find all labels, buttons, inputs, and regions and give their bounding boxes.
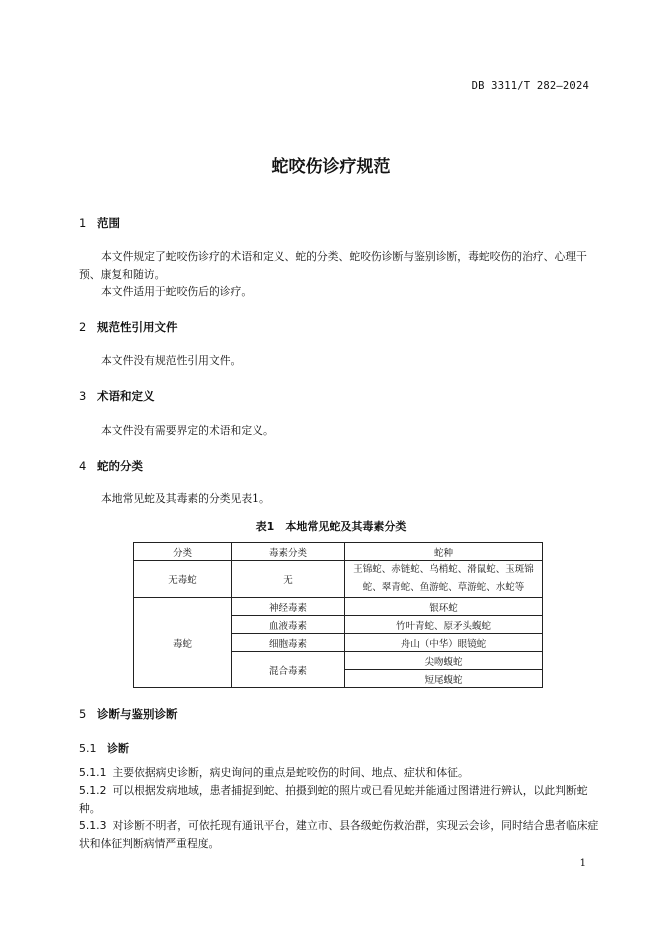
paragraph: 本文件没有规范性引用文件。 (101, 354, 242, 367)
header-cell: 蛇种 (345, 543, 543, 561)
category-cell: 毒蛇 (134, 598, 232, 688)
section-number: 5 (79, 707, 87, 721)
toxin-cell: 混合毒素 (232, 652, 345, 688)
subsection-number: 5.1 (79, 742, 97, 755)
clause-number: 5.1.3 (79, 819, 107, 832)
table-caption: 表1 本地常见蛇及其毒素分类 (255, 520, 407, 533)
section-title: 蛇的分类 (97, 459, 143, 473)
paragraph: 本文件规定了蛇咬伤诊疗的术语和定义、蛇的分类、蛇咬伤诊断与鉴别诊断，毒蛇咬伤的治疗、心理干预、康复和随访。 (79, 250, 587, 281)
section-number: 2 (79, 320, 87, 334)
header-cell: 分类 (134, 543, 232, 561)
species-line: 王锦蛇、赤链蛇、乌梢蛇、滑鼠蛇、玉斑锦 (353, 564, 534, 575)
standard-code: DB 3311/T 282—2024 (471, 80, 589, 92)
section-title: 诊断与鉴别诊断 (97, 707, 178, 721)
subsection-5-1-heading (79, 740, 129, 756)
table-row (134, 598, 543, 616)
clause-text: 对诊断不明者，可依托现有通讯平台，建立市、县各级蛇伤救治群，实现云会诊，同时结合患者临床症状和体征判断病情严重程度。 (79, 819, 599, 850)
section-3-heading (79, 388, 155, 404)
toxin-cell: 无 (232, 561, 345, 598)
table-row (134, 561, 543, 598)
species-cell: 短尾蝮蛇 (345, 670, 543, 688)
section-title: 规范性引用文件 (97, 320, 178, 334)
section-4-heading (79, 458, 143, 474)
species-cell: 竹叶青蛇、原矛头蝮蛇 (345, 616, 543, 634)
section-5-heading (79, 706, 178, 722)
species-cell: 尖吻蝮蛇 (345, 652, 543, 670)
table-header-row (134, 543, 543, 561)
section-2-heading (79, 319, 178, 335)
header-cell: 毒素分类 (232, 543, 345, 561)
species-line: 蛇、翠青蛇、鱼游蛇、草游蛇、水蛇等 (362, 582, 525, 593)
clause-5-1-2 (79, 782, 599, 818)
paragraph: 本地常见蛇及其毒素的分类见表1。 (101, 492, 270, 505)
clause-number: 5.1.2 (79, 784, 107, 797)
section-title: 术语和定义 (97, 389, 155, 403)
clause-text: 主要依据病史诊断，病史询问的重点是蛇咬伤的时间、地点、症状和体征。 (112, 766, 469, 779)
section-number: 1 (79, 216, 87, 230)
document-title: 蛇咬伤诊疗规范 (271, 157, 391, 177)
section-1-heading (79, 215, 120, 231)
paragraph: 本文件适用于蛇咬伤后的诊疗。 (101, 285, 253, 298)
section-number: 3 (79, 389, 87, 403)
clause-text: 可以根据发病地域，患者捕捉到蛇、拍摄到蛇的照片或已看见蛇并能通过图谱进行辨认，以此判断蛇种。 (79, 784, 588, 815)
category-cell: 无毒蛇 (134, 561, 232, 598)
section-title: 范围 (97, 216, 120, 230)
toxin-cell: 神经毒素 (232, 598, 345, 616)
snake-classification-table (133, 542, 543, 688)
toxin-cell: 血液毒素 (232, 616, 345, 634)
page-number: 1 (579, 858, 586, 869)
species-cell: 舟山（中华）眼镜蛇 (345, 634, 543, 652)
species-cell: 银环蛇 (345, 598, 543, 616)
species-cell (345, 561, 543, 598)
toxin-cell: 细胞毒素 (232, 634, 345, 652)
paragraph: 本文件没有需要界定的术语和定义。 (101, 424, 274, 437)
clause-5-1-1 (79, 764, 599, 782)
clause-number: 5.1.1 (79, 766, 107, 779)
subsection-title: 诊断 (107, 742, 129, 755)
section-number: 4 (79, 459, 87, 473)
clause-5-1-3 (79, 817, 599, 853)
